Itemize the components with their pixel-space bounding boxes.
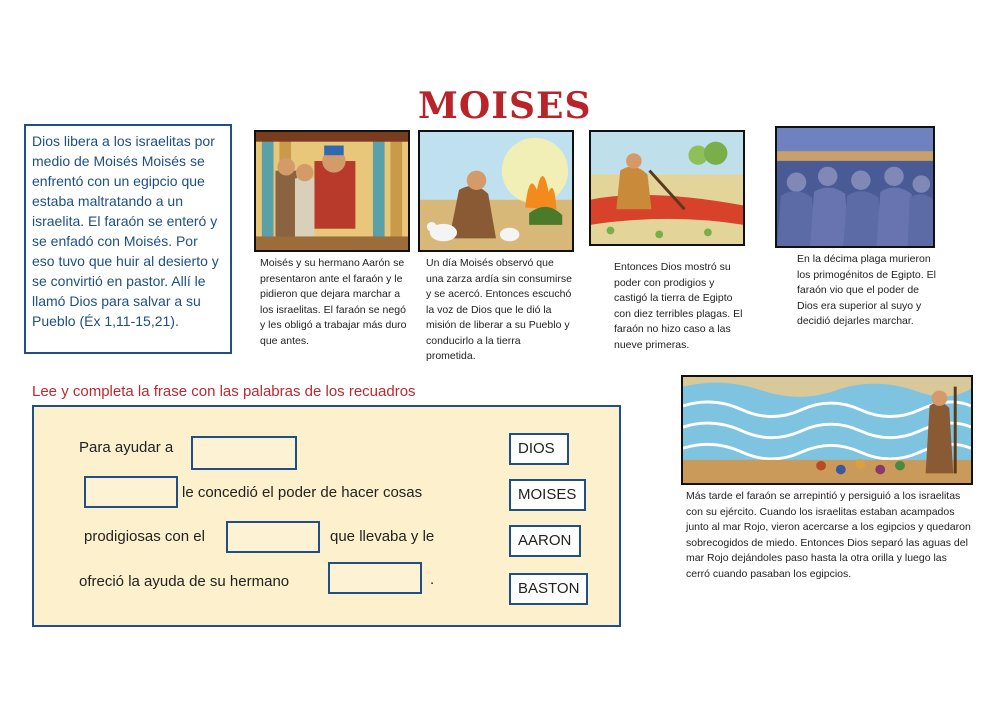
caption-pharaoh: Moisés y su hermano Aarón se presentaron ante el faraón y le pidieron que dejara marchar a los israelitas. El faraón se negó y les obligó a trabajar más duro que antes. <box>260 257 407 347</box>
picture-pharaoh <box>254 130 410 252</box>
exercise-box <box>32 405 621 627</box>
picture-tenth-plague <box>775 126 935 248</box>
blank-3[interactable] <box>226 521 320 553</box>
sentence-part-4: ofreció la ayuda de su hermano <box>79 573 290 590</box>
sentence-end-period: . <box>430 571 435 588</box>
word-dios[interactable]: DIOS <box>509 433 569 465</box>
caption-tenth-plague: En la décima plaga murieron los primogénitos de Egipto. El faraón vio que el poder de Dios era superior al suyo y decidió dejarles marchar. <box>797 253 936 327</box>
caption-burning-bush: Un día Moisés observó que una zarza ardía sin consumirse y se acercó. Entonces escuchó la voz de Dios que le dió la misión de liberar a su Pueblo y conducirlo a la tierra prometida. <box>426 257 572 362</box>
instruction-text: Lee y completa la frase con las palabras de los recuadros <box>32 383 416 400</box>
intro-text-box: Dios libera a los israelitas por medio de Moisés Moisés se enfrentó con un egipcio que estaba maltratando a un israelita. El faraón se enteró y se enfadó con Moisés. Por eso tuvo que huir al desierto y se convirtió en pastor. Allí le llamó Dios para salvar a su Pueblo (Éx 1,11-15,21). <box>24 124 232 354</box>
sentence-part-2: le concedió el poder de hacer cosas <box>182 484 423 501</box>
page-title: MOISES <box>418 85 592 127</box>
sentence-part-1: Para ayudar a <box>79 439 174 456</box>
word-moises[interactable]: MOISES <box>509 479 586 511</box>
picture-plagues <box>589 130 745 246</box>
blank-1[interactable] <box>191 436 297 470</box>
word-aaron[interactable]: AARON <box>509 525 581 557</box>
blank-4[interactable] <box>328 562 422 594</box>
blank-2[interactable] <box>84 476 178 508</box>
word-baston[interactable]: BASTON <box>509 573 588 605</box>
picture-red-sea <box>681 375 973 485</box>
sentence-part-3b: que llevaba y le <box>330 528 435 545</box>
caption-plagues: Entonces Dios mostró su poder con prodigios y castigó la tierra de Egipto con diez terribles plagas. El faraón no hizo caso a las nueve primeras. <box>614 261 743 351</box>
picture-burning-bush <box>418 130 574 252</box>
caption-red-sea: Más tarde el faraón se arrepintió y persiguió a los israelitas con su ejército. Cuando los israelitas estaban acampados junto al mar Rojo, vieron acercarse a los egipcios y quedaron sobrecogidos de miedo. Entonces Dios separó las aguas del mar Rojo dejándoles paso hasta la otra orilla y luego las cerró cuando pasaban los egipcios. <box>686 490 971 580</box>
sentence-part-3a: prodigiosas con el <box>84 528 205 545</box>
